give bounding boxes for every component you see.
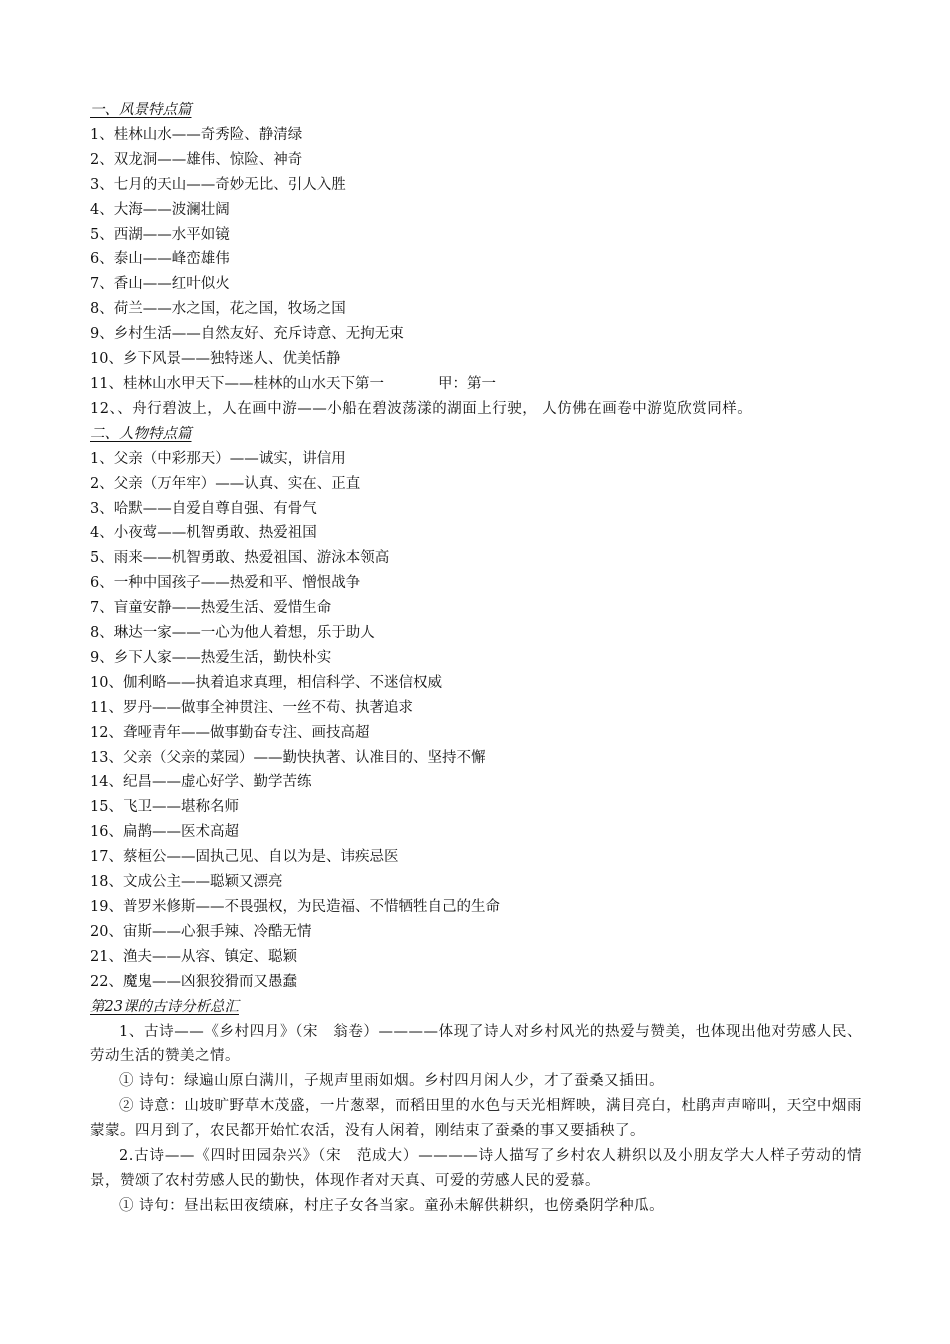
list-item: 10、乡下风景——独特迷人、优美恬静 (90, 351, 341, 368)
poem1-verse: ① 诗句：绿遍山原白满川，子规声里雨如烟。乡村四月闲人少，才了蚕桑又插田。 (119, 1073, 665, 1090)
list-item: 5、雨来——机智勇敢、热爱祖国、游泳本领高 (90, 550, 390, 567)
list-item: 3、哈默——自爱自尊自强、有骨气 (90, 500, 317, 517)
list-item: 2、父亲（万年牢）——认真、实在、正直 (90, 475, 361, 492)
list-item: 18、文成公主——聪颖又漂亮 (90, 874, 283, 891)
list-item: 3、七月的天山——奇妙无比、引人入胜 (90, 176, 346, 193)
list-item: 15、飞卫——堪称名师 (90, 799, 239, 816)
list-item: 7、盲童安静——热爱生活、爱惜生命 (90, 600, 332, 617)
list-item: 13、父亲（父亲的菜园）——勤快执著、认准目的、坚持不懈 (90, 749, 486, 766)
list-item: 22、魔鬼——凶狠狡猾而又愚蠢 (90, 973, 297, 990)
list-item: 4、小夜莺——机智勇敢、热爱祖国 (90, 525, 317, 542)
list-item: 4、大海——波澜壮阔 (90, 201, 230, 218)
document-page (90, 98, 862, 1219)
list-item: 8、荷兰——水之国，花之国，牧场之国 (90, 301, 346, 318)
poem1-intro: 1、古诗——《乡村四月》（宋 翁卷）————体现了诗人对乡村风光的热爱与赞美，也体现出他对劳感人民、劳动生活的赞美之情。 (90, 1023, 862, 1065)
list-item: 6、泰山——峰峦雄伟 (90, 251, 230, 268)
list-item: 7、香山——红叶似火 (90, 276, 230, 293)
list-item: 21、渔夫——从容、镇定、聪颖 (90, 948, 297, 965)
list-item: 6、一种中国孩子——热爱和平、憎恨战争 (90, 575, 361, 592)
list-item: 17、蔡桓公——固执己见、自以为是、讳疾忌医 (90, 849, 399, 866)
list-item: 5、西湖——水平如镜 (90, 226, 230, 243)
scenery-list (90, 123, 862, 422)
item-note: 甲：第一 (437, 375, 496, 392)
list-item (90, 372, 862, 397)
poem2-verse: ① 诗句：昼出耘田夜绩麻，村庄子女各当家。童孙未解供耕织，也傍桑阴学种瓜。 (119, 1197, 665, 1214)
list-item: 9、乡下人家——热爱生活，勤快朴实 (90, 649, 332, 666)
section-heading-scenery: 一、风景特点篇 (90, 102, 192, 118)
people-list (90, 447, 862, 995)
item-text: 11、桂林山水甲天下——桂林的山水天下第一 (90, 375, 384, 392)
poem2-intro: 2.古诗——《四时田园杂兴》（宋 范成大）————诗人描写了乡村农人耕织以及小朋友学大人样子劳动的情景，赞颂了农村劳感人民的勤快，体现作者对天真、可爱的劳感人民的爱慕。 (90, 1148, 862, 1189)
list-item: 10、伽利略——执着追求真理，相信科学、不迷信权威 (90, 674, 442, 691)
section-heading-people: 二、人物特点篇 (90, 425, 192, 442)
list-item: 9、乡村生活——自然友好、充斥诗意、无拘无束 (90, 326, 404, 343)
list-item: 2、双龙洞——雄伟、惊险、神奇 (90, 151, 303, 168)
list-item: 8、琳达一家——一心为他人着想，乐于助人 (90, 625, 375, 642)
list-item: 16、扁鹊——医术高超 (90, 824, 239, 841)
list-item: 1、父亲（中彩那天）——诚实，讲信用 (90, 450, 346, 467)
list-item: 12、、舟行碧波上，人在画中游——小船在碧波荡漾的湖面上行驶， 人仿佛在画卷中游览欣赏同样。 (90, 400, 753, 417)
section-heading-poems: 第23课的古诗分析总汇 (90, 998, 239, 1015)
poem-analysis (90, 1020, 862, 1219)
list-item: 20、宙斯——心狠手辣、冷酷无情 (90, 923, 312, 940)
list-item: 12、聋哑青年——做事勤奋专注、画技高超 (90, 724, 370, 741)
list-item: 14、纪昌——虚心好学、勤学苦练 (90, 774, 312, 791)
list-item: 1、桂林山水——奇秀险、静清绿 (90, 126, 303, 143)
list-item: 11、罗丹——做事全神贯注、一丝不苟、执著追求 (90, 699, 413, 716)
poem1-meaning: ② 诗意：山坡旷野草木茂盛，一片葱翠，而稻田里的水色与天光相辉映，满目亮白，杜鹃声声啼叫，天空中烟雨蒙蒙。四月到了，农民都开始忙农活，没有人闲着，刚结束了蚕桑的事又要插秧了。 (90, 1098, 862, 1140)
list-item: 19、普罗米修斯——不畏强权，为民造福、不惜牺牲自己的生命 (90, 899, 500, 915)
